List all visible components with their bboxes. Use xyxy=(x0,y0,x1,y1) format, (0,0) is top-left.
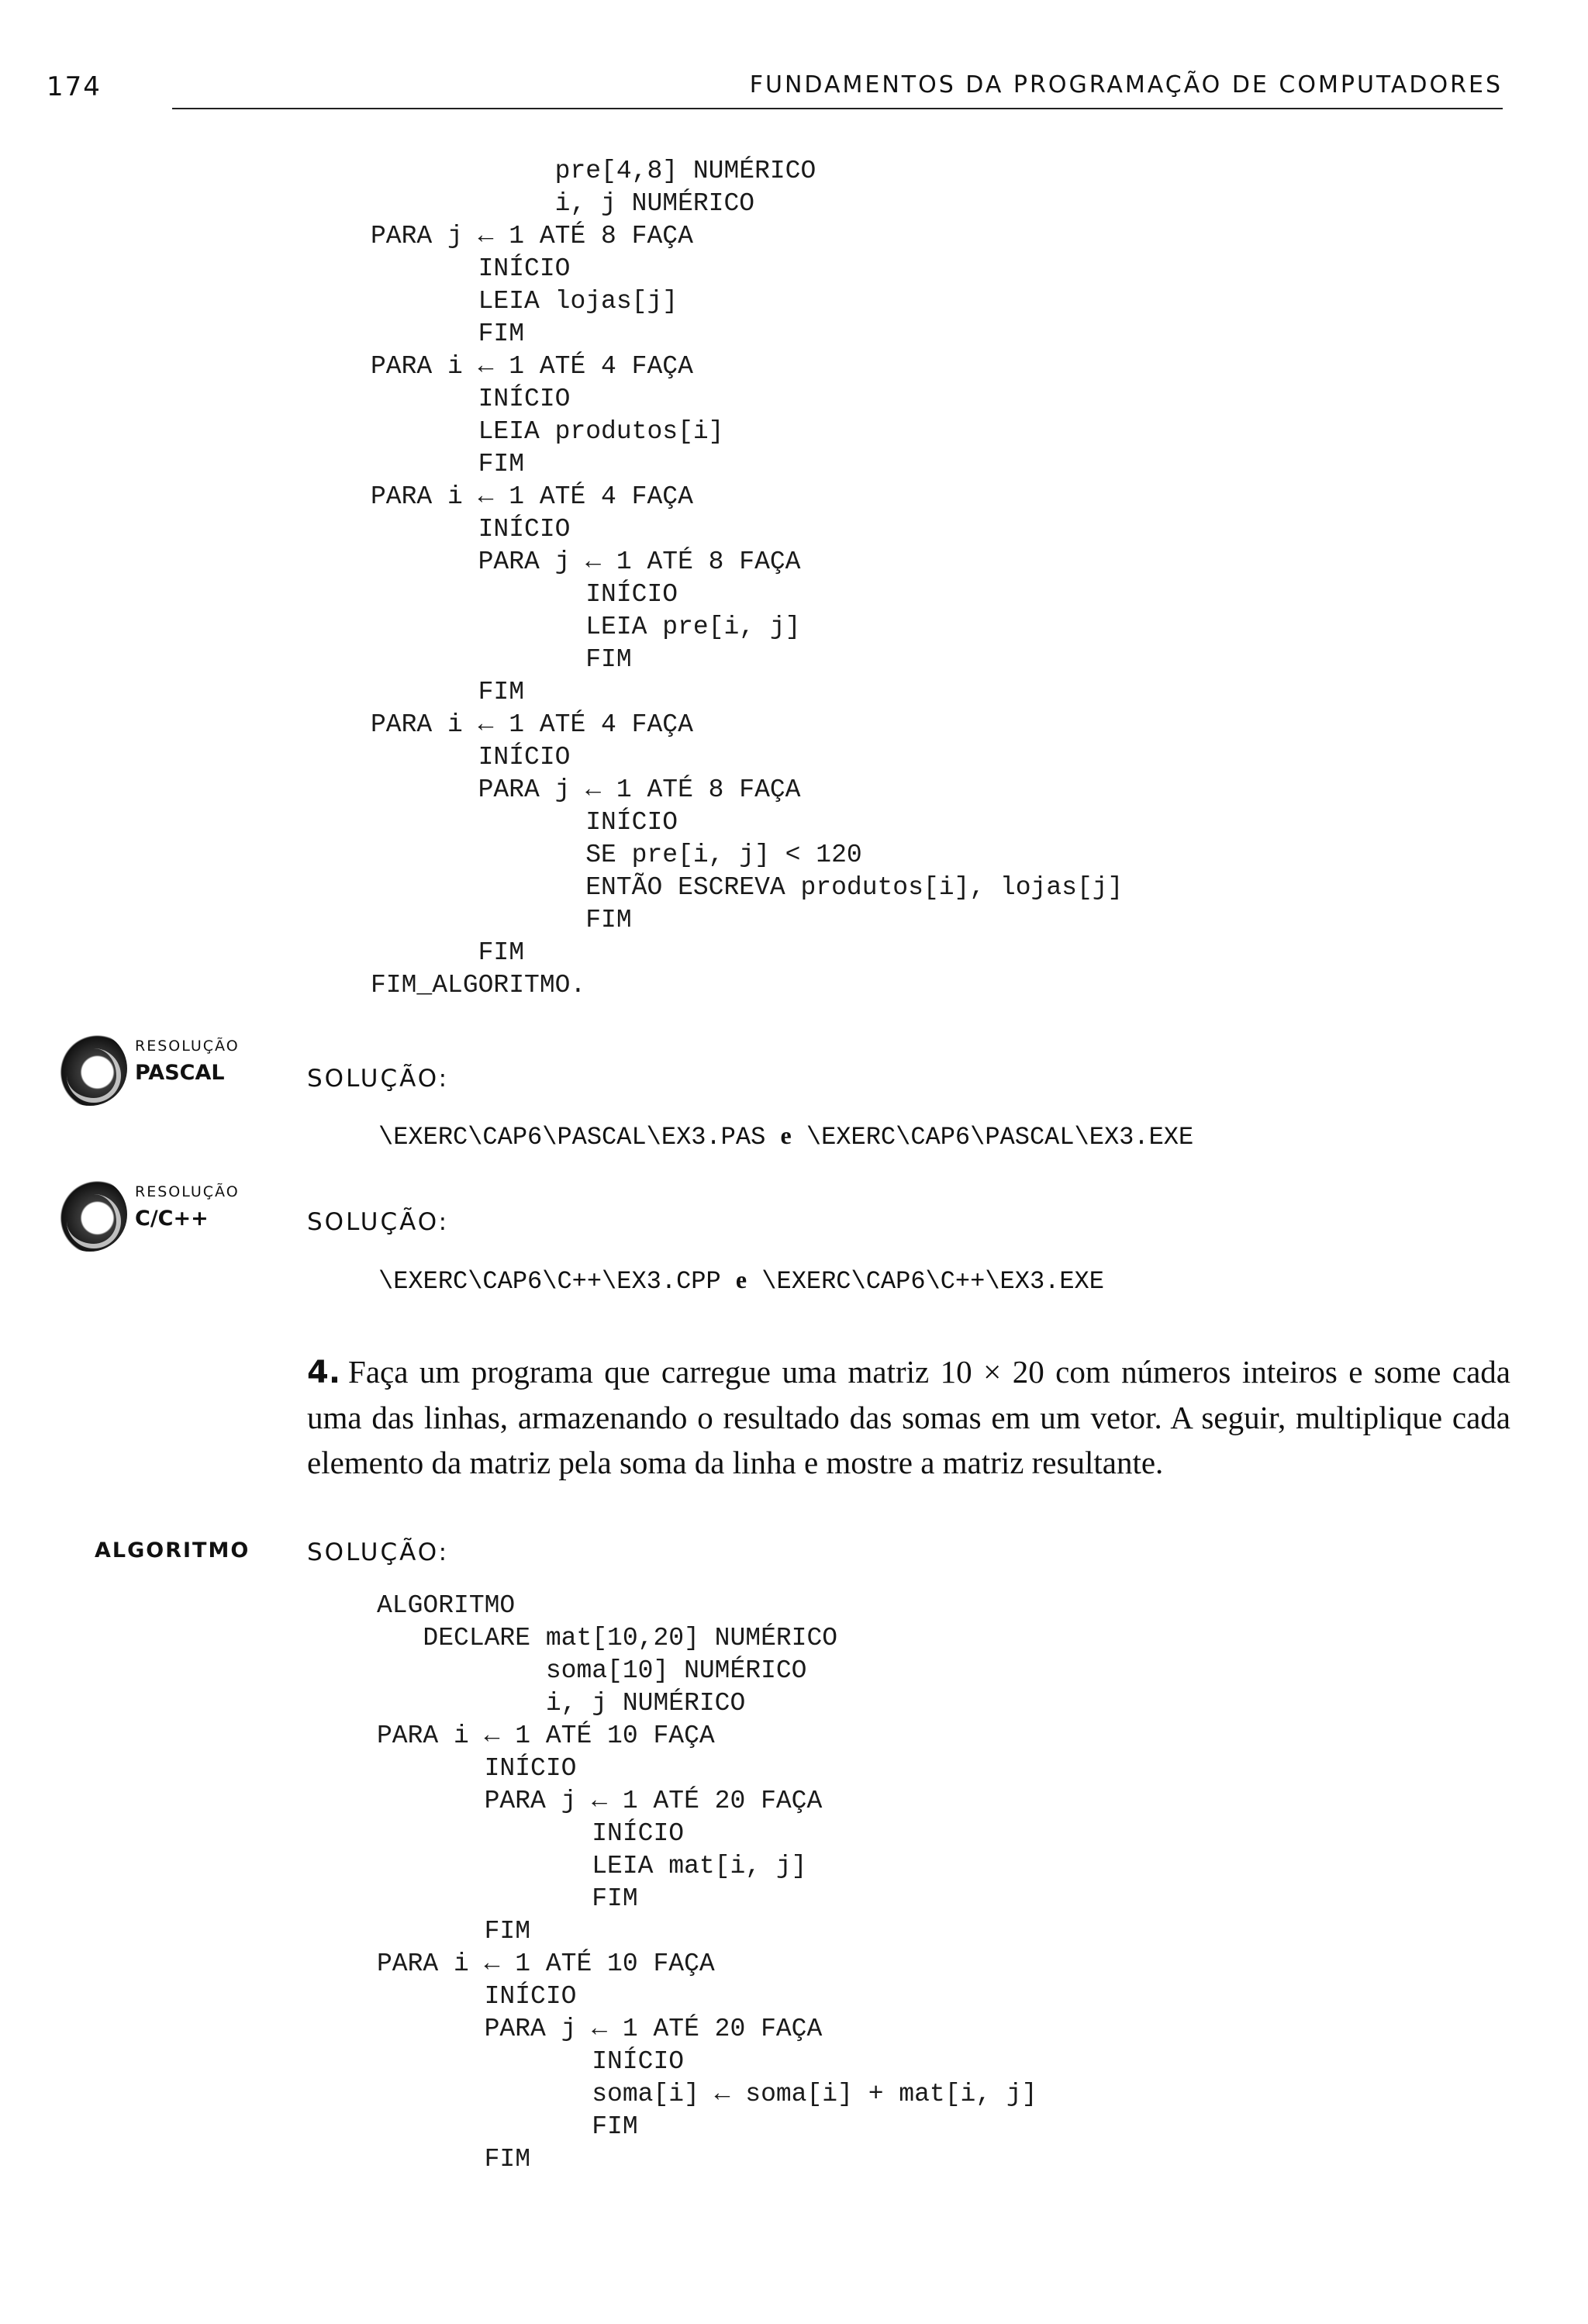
algoritmo-badge: ALGORITMO xyxy=(95,1538,250,1563)
code-line: INÍCIO xyxy=(371,254,571,283)
code-line: PARA j ← 1 ATÉ 8 FAÇA xyxy=(371,775,801,804)
code-line: FIM xyxy=(377,1917,531,1946)
code-line: FIM xyxy=(377,2145,531,2174)
code-line: FIM xyxy=(371,906,632,934)
code-line: INÍCIO xyxy=(371,808,678,837)
conjunction: e xyxy=(780,1121,792,1149)
running-title: FUNDAMENTOS DA PROGRAMAÇÃO DE COMPUTADORES xyxy=(749,71,1503,98)
cpp-exe-file: \EXERC\CAP6\C++\EX3.EXE xyxy=(761,1267,1104,1296)
code-line: LEIA lojas[j] xyxy=(371,287,678,316)
code-line: INÍCIO xyxy=(371,743,571,772)
pascal-exe-file: \EXERC\CAP6\PASCAL\EX3.EXE xyxy=(806,1123,1194,1152)
code-line: i, j NUMÉRICO xyxy=(371,189,755,218)
badge-language: C/C++ xyxy=(135,1207,209,1231)
badge-language: PASCAL xyxy=(135,1061,225,1085)
code-line: FIM xyxy=(371,319,525,348)
code-line: i, j NUMÉRICO xyxy=(377,1689,746,1718)
code-line: PARA j ← 1 ATÉ 20 FAÇA xyxy=(377,1787,823,1815)
code-line: INÍCIO xyxy=(377,1982,577,2011)
pascal-source-file: \EXERC\CAP6\PASCAL\EX3.PAS xyxy=(378,1123,766,1152)
page-number: 174 xyxy=(47,71,102,102)
pascal-files xyxy=(378,1121,1193,1152)
code-line: pre[4,8] NUMÉRICO xyxy=(371,157,816,185)
code-line: LEIA mat[i, j] xyxy=(377,1852,807,1880)
code-line: soma[i] ← soma[i] + mat[i, j] xyxy=(377,2080,1037,2108)
badge-caption: RESOLUÇÃO xyxy=(135,1038,240,1055)
code-line: PARA j ← 1 ATÉ 8 FAÇA xyxy=(371,547,801,576)
code-line: ENTÃO ESCREVA produtos[i], lojas[j] xyxy=(371,873,1124,902)
code-line: FIM xyxy=(377,1884,638,1913)
code-line: INÍCIO xyxy=(371,580,678,609)
code-line: FIM xyxy=(371,450,525,478)
code-line: INÍCIO xyxy=(371,385,571,413)
cpp-solution-label: SOLUÇÃO: xyxy=(307,1208,450,1236)
code-line: PARA i ← 1 ATÉ 4 FAÇA xyxy=(371,482,693,511)
algoritmo-solution-label: SOLUÇÃO: xyxy=(307,1538,450,1566)
code-line: INÍCIO xyxy=(377,1754,577,1783)
code-line: PARA j ← 1 ATÉ 20 FAÇA xyxy=(377,2015,823,2043)
header-rule xyxy=(172,108,1503,109)
code-line: LEIA pre[i, j] xyxy=(371,613,801,641)
code-line: PARA j ← 1 ATÉ 8 FAÇA xyxy=(371,222,693,250)
code-line: SE pre[i, j] < 120 xyxy=(371,841,862,869)
code-line: soma[10] NUMÉRICO xyxy=(377,1656,807,1685)
code-line: FIM xyxy=(371,678,525,706)
code-line: PARA i ← 1 ATÉ 10 FAÇA xyxy=(377,1949,715,1978)
code-line: INÍCIO xyxy=(377,1819,685,1848)
code-line: INÍCIO xyxy=(377,2047,685,2076)
pascal-solution-label: SOLUÇÃO: xyxy=(307,1065,450,1093)
conjunction: e xyxy=(735,1266,747,1293)
code-line: PARA i ← 1 ATÉ 4 FAÇA xyxy=(371,352,693,381)
cpp-source-file: \EXERC\CAP6\C++\EX3.CPP xyxy=(378,1267,721,1296)
code-line: FIM_ALGORITMO. xyxy=(371,971,586,1000)
code-line: FIM xyxy=(371,645,632,674)
exercise-4 xyxy=(307,1349,1510,1485)
code-line: PARA i ← 1 ATÉ 4 FAÇA xyxy=(371,710,693,739)
disc-icon xyxy=(53,1031,127,1106)
code-line: ALGORITMO xyxy=(377,1591,516,1620)
code-line: LEIA produtos[i] xyxy=(371,417,724,446)
code-block-2 xyxy=(377,1590,1037,2176)
code-line: FIM xyxy=(371,938,525,967)
code-block-1 xyxy=(371,155,1123,1002)
exercise-text: Faça um programa que carregue uma matriz 10 × 20 com números inteiros e some cada uma das linhas, armazenando o resultado das somas em um vetor. A seguir, multiplique cada elemento da matriz pela soma da linha e mostre a matriz resultante. xyxy=(307,1354,1510,1480)
code-line: PARA i ← 1 ATÉ 10 FAÇA xyxy=(377,1721,715,1750)
disc-icon xyxy=(53,1177,127,1252)
exercise-number: 4. xyxy=(307,1355,341,1390)
code-line: FIM xyxy=(377,2112,638,2141)
badge-caption: RESOLUÇÃO xyxy=(135,1183,240,1200)
code-line: INÍCIO xyxy=(371,515,571,544)
cpp-files xyxy=(378,1266,1104,1296)
code-line: DECLARE mat[10,20] NUMÉRICO xyxy=(377,1624,838,1652)
